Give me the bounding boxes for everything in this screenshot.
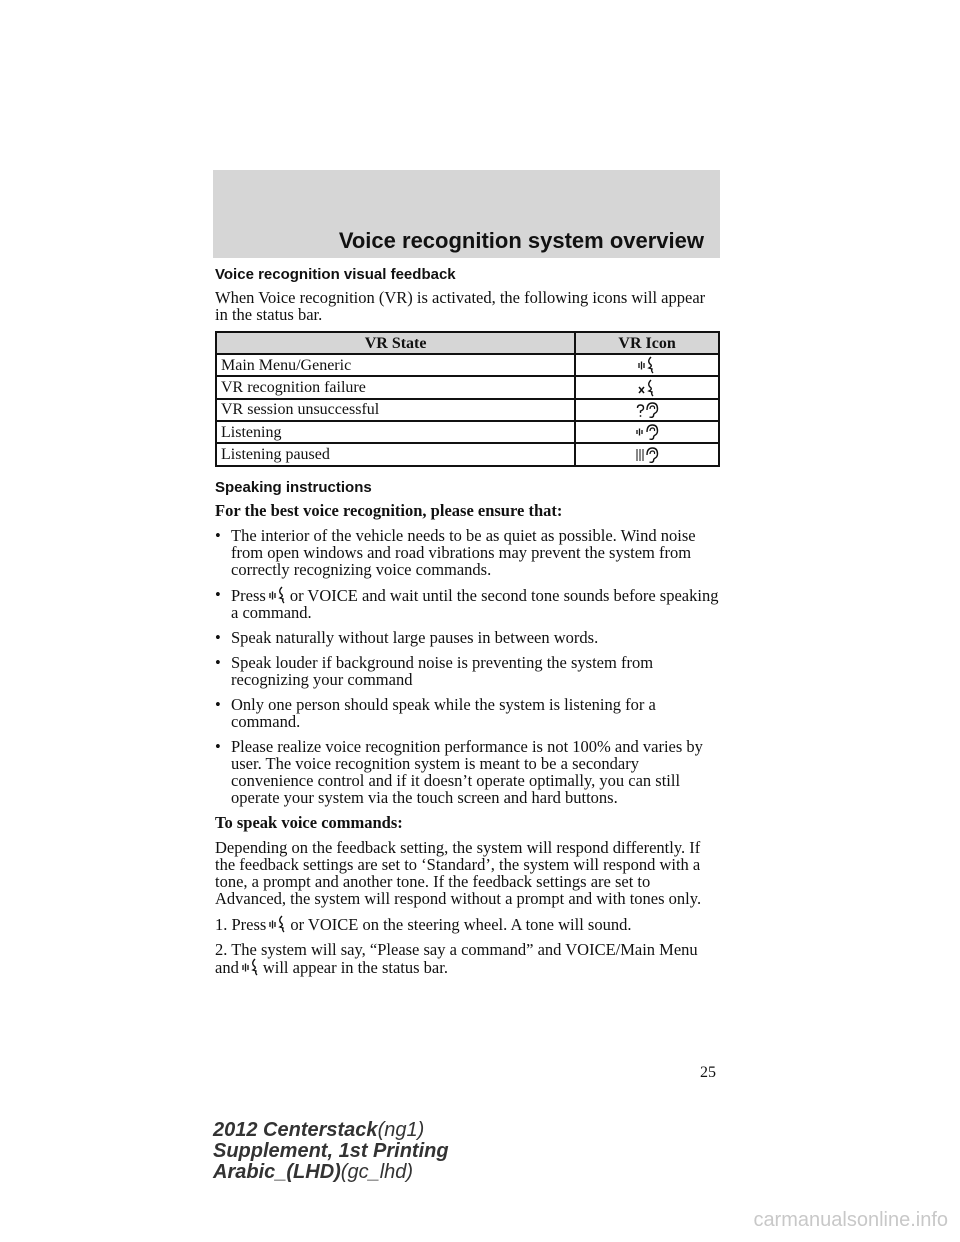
page-number: 25 <box>700 1064 716 1081</box>
section-heading-speak-commands: To speak voice commands: <box>215 812 403 832</box>
bullet-dot: • <box>215 736 221 756</box>
bullet-dot: • <box>215 584 221 604</box>
list-item <box>215 629 720 646</box>
footer-line-3 <box>213 1162 449 1183</box>
header-band <box>213 170 720 258</box>
footer-line-1-bold: 2012 Centerstack <box>213 1119 378 1141</box>
step-1 <box>215 915 720 933</box>
list-item <box>215 527 720 578</box>
voice-generic-icon <box>636 356 658 374</box>
table-row <box>216 354 719 376</box>
table-row <box>216 443 719 465</box>
list-item <box>215 696 720 730</box>
footer-line-1 <box>213 1120 449 1141</box>
step-2 <box>215 941 720 976</box>
voice-generic-icon <box>240 958 262 976</box>
press-text-after: or VOICE and wait until the second tone sounds before speaking a command. <box>231 585 719 622</box>
list-item <box>215 586 720 621</box>
listening-icon <box>635 423 659 441</box>
table-row <box>216 421 719 443</box>
listening-paused-icon <box>635 446 659 464</box>
table-row <box>216 399 719 421</box>
intro-paragraph: When Voice recognition (VR) is activated, the following icons will appear in the status bar. <box>215 288 706 324</box>
list-item-text: The interior of the vehicle needs to be as quiet as possible. Wind noise from open windows and road vibrations may prevent the system from correctly recognizing voice commands. <box>231 525 696 579</box>
page-title: Voice recognition system overview <box>338 228 704 253</box>
section-subhead: For the best voice recognition, please ensure that: <box>215 500 563 520</box>
footer-line-3-rest: (gc_lhd) <box>340 1161 414 1183</box>
footer-print-info <box>213 1120 449 1183</box>
bullet-dot: • <box>215 652 221 672</box>
voice-button-icon <box>267 586 289 604</box>
table-cell-state: VR recognition failure <box>216 376 575 398</box>
press-text-before: Press <box>231 585 266 605</box>
section-heading-speaking: Speaking instructions <box>215 478 372 496</box>
list-item <box>215 738 720 806</box>
table-header-icon: VR Icon <box>575 332 719 354</box>
watermark: carmanualsonline.info <box>753 1209 948 1231</box>
footer-line-1-rest: (ng1) <box>377 1119 425 1141</box>
vr-icon-table <box>215 331 720 467</box>
table-cell-state: Listening <box>216 421 575 443</box>
footer-line-3-bold: Arabic_(LHD) <box>213 1161 341 1183</box>
voice-button-icon <box>267 915 289 933</box>
voice-unsuccessful-icon <box>635 401 659 419</box>
step-2-before: 2. The system will say, “Please say a command” and VOICE/Main Menu and <box>215 939 698 977</box>
voice-failure-icon <box>636 379 658 397</box>
list-item <box>215 654 720 688</box>
step-1-after: or VOICE on the steering wheel. A tone will sound. <box>290 914 632 934</box>
section-heading-visual-feedback: Voice recognition visual feedback <box>215 266 456 283</box>
bullet-dot: • <box>215 627 221 647</box>
page-content <box>215 266 720 984</box>
bullet-dot: • <box>215 694 221 714</box>
table-cell-state: VR session unsuccessful <box>216 399 575 421</box>
table-row <box>216 376 719 398</box>
instruction-list <box>215 527 720 806</box>
step-1-before: 1. Press <box>215 914 267 934</box>
feedback-paragraph: Depending on the feedback setting, the system will respond differently. If the feedback settings are set to ‘Standard’, the system will respond with a tone, a prompt and another tone. If the feedback settings are set to Advanced, the system will respond without a prompt and with tones only. <box>215 837 702 908</box>
table-header-row <box>216 332 719 354</box>
footer-line-2: Supplement, 1st Printing <box>213 1140 449 1162</box>
table-cell-state: Main Menu/Generic <box>216 354 575 376</box>
step-2-after: will appear in the status bar. <box>262 957 448 977</box>
bullet-dot: • <box>215 525 221 545</box>
list-item-text: Please realize voice recognition performance is not 100% and varies by user. The voice recognition system is meant to be a secondary convenience control and if it doesn’t operate optimally, you can still operate your system via the touch screen and hard buttons. <box>231 736 703 807</box>
list-item-text: Only one person should speak while the system is listening for a command. <box>231 694 656 731</box>
table-header-state: VR State <box>216 332 575 354</box>
table-cell-state: Listening paused <box>216 443 575 465</box>
list-item-text: Speak naturally without large pauses in between words. <box>231 627 599 647</box>
list-item-text: Speak louder if background noise is preventing the system from recognizing your command <box>231 652 654 689</box>
